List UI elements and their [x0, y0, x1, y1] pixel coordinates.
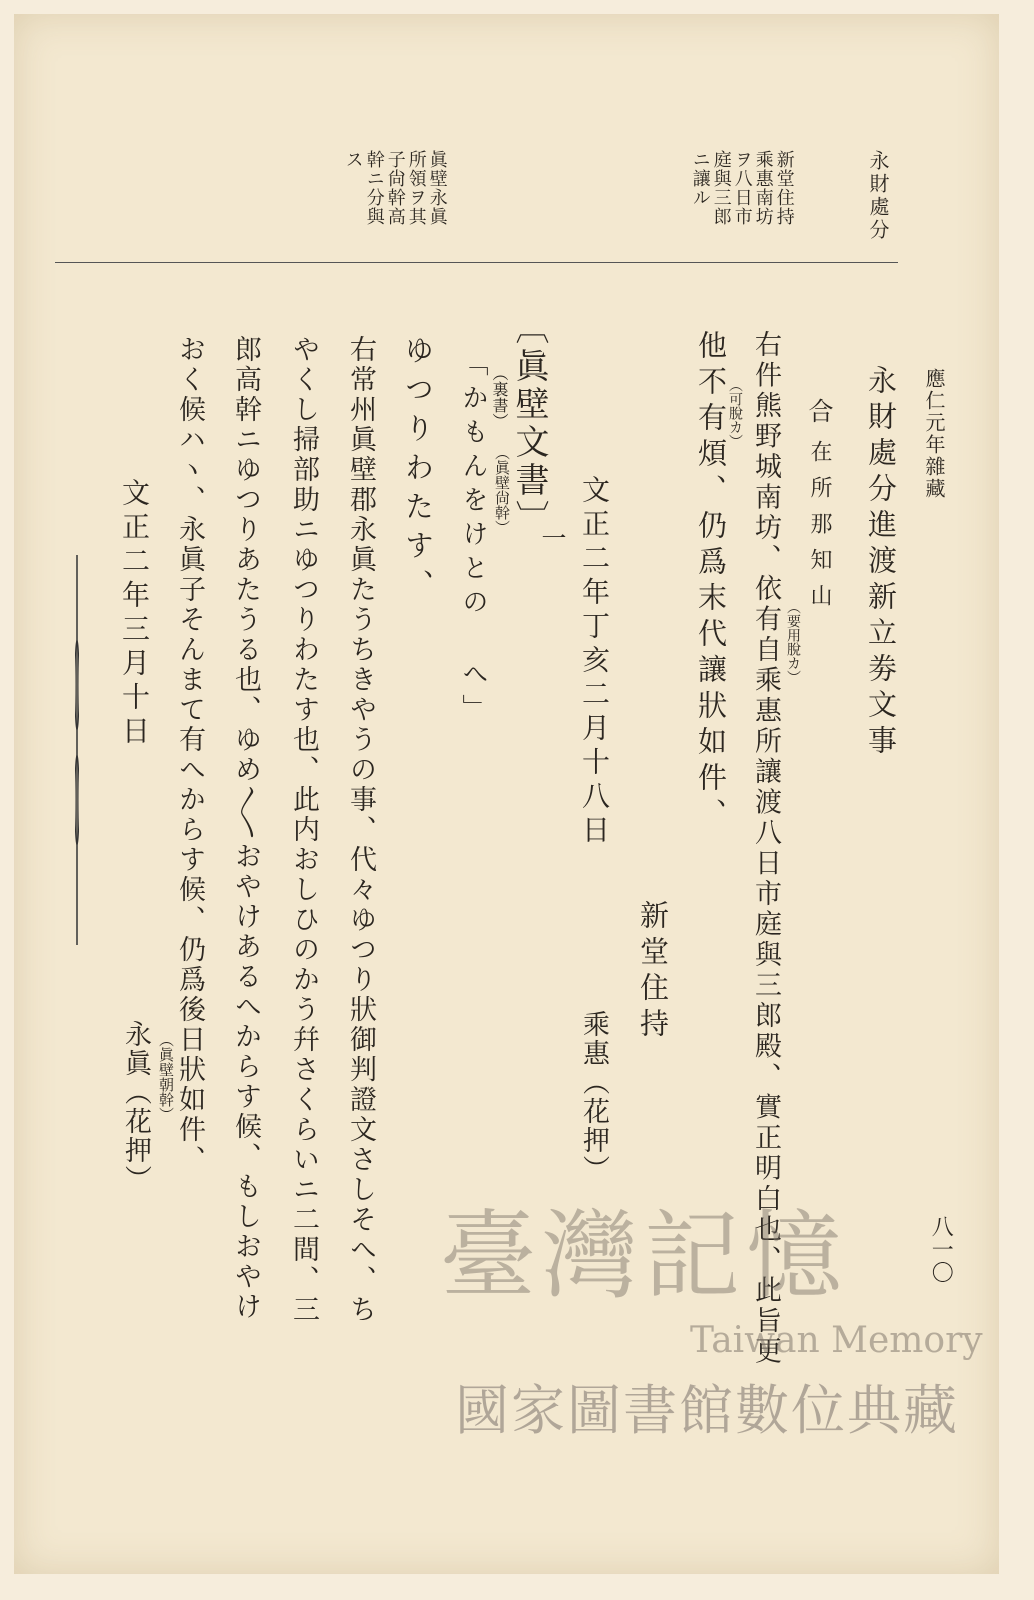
margin-label: 永財處分 [866, 150, 890, 242]
margin-note-b-5: ス [342, 150, 364, 169]
margin-note-a-2: 乘惠南坊 [752, 150, 774, 226]
doc2-line1: ゆつりわたす、 [401, 335, 435, 608]
doc2-back-label: （裏書） [490, 365, 509, 429]
doc1-line2: 他不有煩、仍爲末代讓狀如件、 [694, 330, 728, 834]
doc2-number: 一 [538, 525, 567, 555]
doc1-note2: （可脫カ） [727, 378, 743, 448]
watermark-english: Taiwan Memory [690, 1320, 983, 1361]
page-number: 八一〇 [928, 1215, 954, 1284]
doc2-line3: やくし掃部助ニゆつりわたす也、此内おしひのかう幷さくらいニ二間、三 [288, 335, 319, 1325]
margin-note-a-5: ニ讓ル [689, 150, 711, 207]
doc1-signer-title: 新堂住持 [636, 900, 670, 1044]
doc1-title: 永財處分進渡新立劵文事 [864, 365, 898, 761]
watermark-logo: 臺灣記憶 [440, 1200, 848, 1312]
doc2-line5: おく候ハヽ、永眞子そんまて有へからす候、仍爲後日狀如件、 [174, 335, 205, 1175]
doc2-back-note: （眞壁尙幹） [493, 445, 511, 535]
margin-note-b-2: 所領ヲ其 [405, 150, 427, 226]
margin-note-a-3: ヲ八日市 [731, 150, 753, 226]
margin-note-b-4: 幹ニ分與 [363, 150, 385, 226]
doc2-line2: 右常州眞壁郡永眞たうちきやうの事、代々ゆつり狀御判證文さしそへ、ち [345, 335, 376, 1325]
margin-note-a-4: 庭與三郎 [710, 150, 732, 226]
doc2-signer: 永眞（花押） [120, 1020, 151, 1194]
doc1-note1: （要用脫カ） [785, 600, 801, 684]
doc2-back-text: 「かもんをけとの へ」 [458, 350, 488, 728]
doc1-heading: 合 [805, 398, 834, 428]
doc1-location: 在所那知山 [807, 440, 832, 620]
doc2-signer-note: （眞壁朝幹） [157, 1032, 175, 1122]
margin-note-b-1: 眞壁永眞 [426, 150, 448, 226]
watermark-library: 國家圖書館數位典藏 [455, 1379, 959, 1442]
doc1-signer: 乘惠（花押） [578, 1010, 609, 1184]
doc2-date: 文正二年三月十日 [118, 478, 151, 750]
margin-note-a-1: 新堂住持 [773, 150, 795, 226]
doc2-line4: 郎高幹ニゆつりあたうる也、ゆめ〳〵おやけあるへからす候、もしおやけ [230, 335, 261, 1322]
doc1-date: 文正二年丁亥二月十八日 [578, 475, 611, 849]
doc1-line1: 右件熊野城南坊、依有自乘惠所讓渡八日市庭與三郎殿、實正明白也、此旨更 [750, 330, 781, 1367]
header-rule [55, 262, 898, 263]
doc2-title: 〔眞壁文書〕 [509, 310, 549, 538]
running-title: 應仁元年雜藏 [922, 368, 946, 500]
divider-ornament [75, 555, 79, 945]
margin-note-b-3: 子尙幹高 [384, 150, 406, 226]
